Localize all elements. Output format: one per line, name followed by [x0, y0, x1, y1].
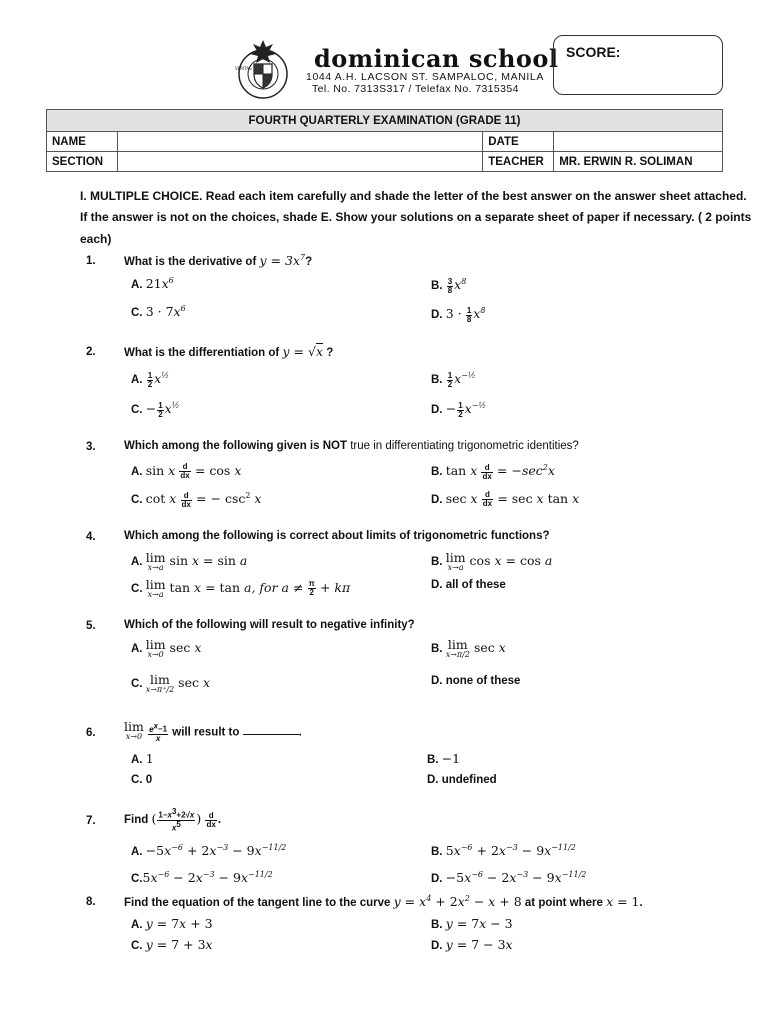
question-number: 8.: [86, 896, 96, 908]
option-c[interactable]: C. − $\frac{1}{2}$ $x^{\frac{1}{2}}$: [131, 400, 180, 419]
option-d[interactable]: D. sec x $\frac{d}{dx}$ = sec x tan x: [431, 490, 580, 509]
section-label: SECTION: [47, 152, 118, 172]
question-number: 7.: [86, 815, 96, 827]
option-d[interactable]: D. y = 7 − 3x: [431, 937, 513, 952]
option-b[interactable]: B. lim x→π/2 sec x: [431, 637, 506, 659]
option-a[interactable]: A. $-5x^{-6} + 2x^{-3} - 9x^{-11/2}$: [131, 843, 287, 859]
instructions-line-3: each): [80, 232, 112, 246]
option-c[interactable]: C. 0: [131, 774, 153, 786]
exam-title: FOURTH QUARTERLY EXAMINATION (GRADE 11): [47, 110, 723, 132]
question-text: Which among the following given is NOT true in differentiating trigonometric identities?: [124, 440, 579, 452]
option-d[interactable]: D. 3 · $\frac{1}{8}$ $x^8$: [431, 305, 486, 324]
question-text: Find the equation of the tangent line to the curve $y = x^4 + 2x^2 - x + 8$ at point where x = 1.: [124, 894, 643, 910]
option-d[interactable]: D. $-5x^{-6} - 2x^{-3} - 9x^{-11/2}$: [431, 870, 587, 886]
question-number: 6.: [86, 727, 96, 739]
date-field[interactable]: [554, 132, 723, 152]
option-c[interactable]: $C.5x^{-6} - 2x^{-3} - 9x^{-11/2}$: [131, 870, 273, 886]
question-number: 1.: [86, 255, 96, 267]
option-b[interactable]: B. $5x^{-6} + 2x^{-3} - 9x^{-11/2}$: [431, 843, 576, 859]
question-text: lim x→0 $\frac{e^x-1}{x}$ will result to .: [124, 719, 302, 743]
teacher-label: TEACHER: [483, 152, 554, 172]
question-text: What is the differentiation of y = √x ?: [124, 344, 334, 359]
option-a[interactable]: A. 1: [131, 751, 154, 766]
option-c[interactable]: C. lim x→a tan x = tan a, for a ≠ $\frac{\pi}{2}$ + kπ: [131, 577, 351, 599]
option-b[interactable]: B. $\frac{3}{8}$ $x^8$: [431, 276, 467, 295]
school-name: dominican school: [314, 44, 559, 73]
option-a[interactable]: A. lim x→0 sec x: [131, 637, 202, 659]
option-a[interactable]: A. y = 7x + 3: [131, 916, 213, 931]
option-d[interactable]: D. none of these: [431, 675, 521, 687]
section-field[interactable]: [117, 152, 482, 172]
teacher-value: MR. ERWIN R. SOLIMAN: [554, 152, 723, 172]
question-number: 3.: [86, 441, 96, 453]
question-number: 5.: [86, 620, 96, 632]
option-c[interactable]: C. y = 7 + 3x: [131, 937, 213, 952]
question-number: 4.: [86, 531, 96, 543]
instructions-line-1: I. MULTIPLE CHOICE. Read each item carefully and shade the letter of the best answer on the answer sheet attached.: [80, 189, 747, 203]
score-label: SCORE:: [566, 44, 621, 60]
name-label: NAME: [47, 132, 118, 152]
name-field[interactable]: [117, 132, 482, 152]
question-text: What is the derivative of $y = 3x^7$?: [124, 253, 313, 269]
instructions-line-2: If the answer is not on the choices, shade E. Show your solutions on a separate sheet of paper if necessary. ( 2 points: [80, 210, 752, 224]
question-number: 2.: [86, 346, 96, 358]
svg-text:VERITAS: VERITAS: [235, 66, 252, 71]
question-text: Find ( $\frac{1-x^3+2√x}{x^5}$ ) $\frac{d}{dx}$ .: [124, 807, 222, 833]
option-c[interactable]: C. cot x $\frac{d}{dx}$ = − $\csc^2 x$: [131, 490, 262, 509]
section-heading: I. MULTIPLE CHOICE.: [80, 189, 203, 203]
school-contact: Tel. No. 7313S317 / Telefax No. 7315354: [312, 83, 519, 95]
option-a[interactable]: A. lim x→a sin x = sin a: [131, 550, 248, 572]
option-d[interactable]: D. − $\frac{1}{2}$ $x^{-\frac{1}{2}}$: [431, 400, 487, 419]
option-d[interactable]: D. undefined: [427, 774, 497, 786]
question-text: Which among the following is correct about limits of trigonometric functions?: [124, 530, 550, 542]
option-a[interactable]: A. sin x $\frac{d}{dx}$ = cos x: [131, 462, 242, 481]
option-b[interactable]: B. lim x→a cos x = cos a: [431, 550, 553, 572]
option-a[interactable]: A. $\frac{1}{2}$ $x^{\frac{1}{2}}$: [131, 370, 169, 389]
date-label: DATE: [483, 132, 554, 152]
option-d[interactable]: D. all of these: [431, 579, 506, 591]
school-address: 1044 A.H. LACSON ST. SAMPALOC, MANILA: [306, 71, 544, 83]
option-b[interactable]: B. $\frac{1}{2}$ $x^{-\frac{1}{2}}$: [431, 370, 476, 389]
option-c[interactable]: C. $3 \cdot 7x^6$: [131, 304, 186, 320]
exam-info-table: [46, 109, 723, 172]
school-seal-logo: [225, 38, 301, 100]
option-b[interactable]: B. y = 7x − 3: [431, 916, 513, 931]
option-c[interactable]: C. lim x→π⁺/2 sec x: [131, 672, 211, 694]
option-b[interactable]: B. tan x $\frac{d}{dx}$ = $-\sec^2x$: [431, 462, 555, 481]
option-b[interactable]: B. −1: [427, 751, 461, 766]
option-a[interactable]: A. $21x^6$: [131, 276, 174, 292]
question-text: Which of the following will result to negative infinity?: [124, 619, 415, 631]
